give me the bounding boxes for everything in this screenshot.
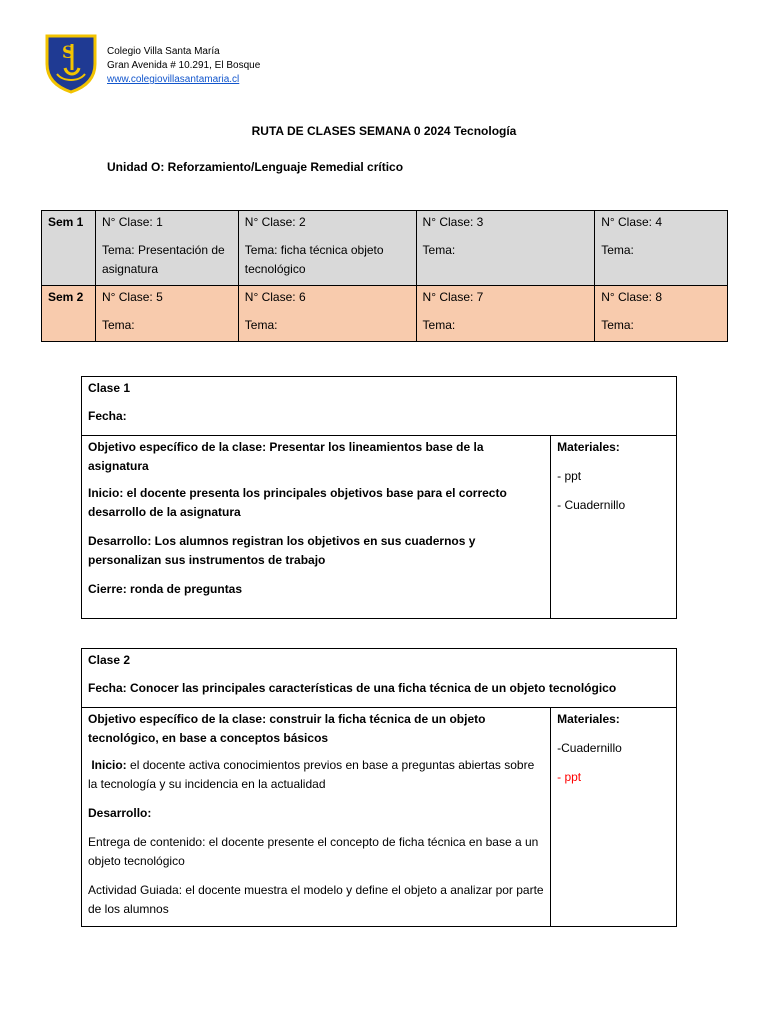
school-address: Gran Avenida # 10.291, El Bosque — [107, 60, 261, 71]
class1-start: Inicio: el docente presenta los principales objetivos base para el correcto desarrollo de la asignatura — [88, 486, 507, 519]
schedule-cell — [238, 286, 416, 342]
class2-material-item: - ppt — [557, 770, 582, 784]
class2-table — [81, 648, 677, 927]
schedule-cell — [95, 286, 238, 342]
schedule-cell — [416, 286, 595, 342]
class-number: N° Clase: 6 — [244, 290, 306, 304]
class2-header-cell — [82, 649, 677, 708]
class-number: N° Clase: 8 — [601, 290, 663, 304]
class2-start — [88, 756, 544, 794]
class2-start-text: el docente activa conocimientos previos en base a preguntas abiertas sobre la tecnología y su incidencia en la actualidad — [88, 758, 535, 791]
class1-date: Fecha: — [88, 409, 127, 423]
class1-development: Desarrollo: Los alumnos registran los objetivos en sus cuadernos y personalizan sus instrumentos de trabajo — [88, 534, 476, 567]
class1-material-item: - Cuadernillo — [557, 498, 626, 512]
class-topic: Tema: — [422, 318, 456, 332]
class1-body-cell — [82, 436, 551, 619]
class1-table — [81, 376, 677, 619]
class2-date: Fecha: Conocer las principales características de una ficha técnica de un objeto tecnológico — [88, 681, 617, 695]
class1-closing: Cierre: ronda de preguntas — [88, 582, 243, 596]
class-topic: Tema: — [244, 318, 278, 332]
class-number: N° Clase: 4 — [601, 215, 663, 229]
class-number: N° Clase: 2 — [244, 215, 306, 229]
class1-title: Clase 1 — [88, 381, 131, 395]
class-number: N° Clase: 3 — [422, 215, 484, 229]
svg-text:S: S — [62, 43, 75, 63]
schedule-cell — [595, 286, 728, 342]
class1-objective: Objetivo específico de la clase: Presentar los lineamientos base de la asignatura — [88, 440, 484, 473]
school-info — [107, 45, 260, 87]
class-topic: Tema: — [422, 243, 456, 257]
class-topic: Tema: — [601, 318, 634, 332]
school-logo — [45, 34, 97, 94]
schedule-row-sem1 — [42, 211, 728, 286]
class2-start-label: Inicio: — [91, 758, 127, 772]
class1-materials-cell — [551, 436, 677, 619]
class2-guided-activity: Actividad Guiada: el docente muestra el modelo y define el objeto a analizar por parte de los alumnos — [88, 883, 544, 916]
class2-material-item: -Cuadernillo — [557, 741, 622, 755]
class2-materials-cell — [551, 708, 677, 927]
class-number: N° Clase: 5 — [101, 290, 163, 304]
page-title: RUTA DE CLASES SEMANA 0 2024 Tecnología — [251, 124, 517, 138]
class1-material-item: - ppt — [557, 469, 582, 483]
class2-content-delivery: Entrega de contenido: el docente presente el concepto de ficha técnica en base a un objeto tecnológico — [88, 835, 539, 868]
schedule-row-sem2 — [42, 286, 728, 342]
class-topic: Tema: — [601, 243, 634, 257]
class2-title: Clase 2 — [88, 653, 131, 667]
class-topic: Tema: Presentación de asignatura — [101, 243, 225, 276]
class2-body-cell — [82, 708, 551, 927]
schedule-cell — [595, 211, 728, 286]
week-label: Sem 2 — [42, 286, 96, 342]
class1-header-cell — [82, 377, 677, 436]
school-name: Colegio Villa Santa María — [107, 46, 220, 57]
school-website-link[interactable]: www.colegiovillasantamaria.cl — [107, 74, 240, 85]
schedule-cell — [95, 211, 238, 286]
class-topic: Tema: — [101, 318, 135, 332]
class2-objective: Objetivo específico de la clase: construir la ficha técnica de un objeto tecnológico, en base a conceptos básicos — [88, 712, 486, 745]
class2-materials-label: Materiales: — [557, 712, 620, 726]
unit-heading: Unidad O: Reforzamiento/Lenguaje Remedial crítico — [107, 160, 404, 174]
weekly-schedule-table — [41, 210, 728, 342]
class1-materials-label: Materiales: — [557, 440, 620, 454]
class-number: N° Clase: 7 — [422, 290, 484, 304]
class-number: N° Clase: 1 — [101, 215, 163, 229]
class-topic: Tema: ficha técnica objeto tecnológico — [244, 243, 384, 276]
schedule-cell — [416, 211, 595, 286]
class2-development-label: Desarrollo: — [88, 806, 152, 820]
schedule-cell — [238, 211, 416, 286]
week-label: Sem 1 — [42, 211, 96, 286]
